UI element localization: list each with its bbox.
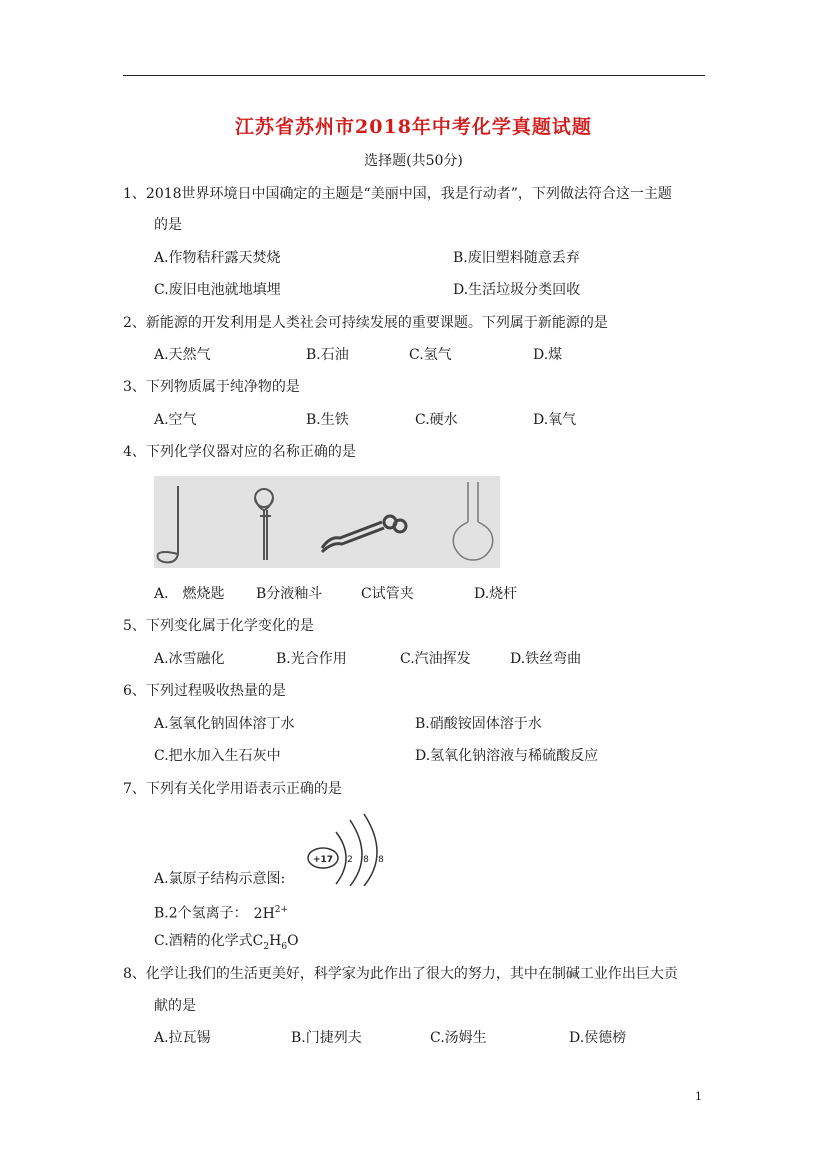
question-6-option-d: D.氢氧化钠溶液与稀硫酸反应	[415, 748, 599, 764]
header-rule	[123, 75, 705, 76]
ethanol-subscript-2: 6	[281, 941, 288, 952]
chlorine-atom-diagram	[298, 806, 398, 886]
atom-shell-2-label: 8	[363, 855, 369, 865]
question-1-stem-cont: 的是	[154, 217, 182, 233]
question-4-option-b: B分液釉斗	[256, 586, 323, 602]
hydrogen-ion-formula: 2H	[253, 905, 275, 922]
ion-charge-superscript: 2+	[274, 905, 289, 915]
ethanol-subscript-1: 2	[263, 941, 270, 952]
question-5-option-b: B.光合作用	[276, 651, 347, 667]
question-5-option-d: D.铁丝弯曲	[510, 651, 582, 667]
question-8-option-d: D.侯德榜	[569, 1030, 627, 1046]
question-1-option-c: C.废旧电池就地填埋	[154, 282, 281, 298]
question-7-option-b	[154, 901, 288, 923]
question-8-option-c: C.汤姆生	[430, 1030, 487, 1046]
atom-nucleus-label: +17	[312, 855, 334, 865]
page-title: 江苏省苏州市2018年中考化学真题试题	[235, 116, 592, 138]
atom-shell-1-label: 2	[347, 855, 353, 865]
question-3-stem: 3、下列物质属于纯净物的是	[123, 379, 300, 395]
lab-instruments-figure	[154, 476, 500, 568]
question-1-stem: 1、2018世界环境日中国确定的主题是“美丽中国，我是行动者”，下列做法符合这一主题	[123, 186, 672, 202]
question-1-option-d: D.生活垃圾分类回收	[453, 282, 581, 298]
question-7-option-a: A.氯原子结构示意图:	[154, 871, 286, 887]
question-8-option-b: B.门捷列夫	[291, 1030, 362, 1046]
question-2-option-c: C.氢气	[409, 347, 452, 363]
question-3-option-b: B.生铁	[306, 412, 349, 428]
question-3-option-c: C.硬水	[415, 412, 458, 428]
question-4-stem: 4、下列化学仪器对应的名称正确的是	[123, 444, 356, 460]
question-2-option-a: A.天然气	[154, 347, 211, 363]
question-3-option-a: A.空气	[154, 412, 197, 428]
question-6-option-a: A.氢氧化钠固体溶丁水	[154, 716, 295, 732]
question-4-option-d: D.烧杆	[474, 586, 518, 602]
question-7-option-c	[154, 932, 299, 956]
question-3-option-d: D.氧气	[533, 412, 577, 428]
ethanol-formula-c: C	[252, 933, 264, 949]
question-8-stem: 8、化学让我们的生活更美好，科学家为此作出了很大的努力，其中在制碱工业作出巨大贡	[123, 966, 678, 982]
section-heading: 选择题(共50分)	[364, 153, 463, 169]
ethanol-formula-o: O	[287, 933, 299, 949]
question-7-stem: 7、下列有关化学用语表示正确的是	[123, 781, 342, 797]
question-1-option-a: A.作物秸秆露天焚烧	[154, 250, 281, 266]
question-4-option-c: C试管夹	[361, 586, 414, 602]
question-7-option-b-text: B.2个氢离子：	[154, 905, 248, 922]
question-1-option-b: B.废旧塑料随意丢弃	[453, 250, 580, 266]
page-number: 1	[695, 1090, 702, 1103]
question-8-stem-cont: 献的是	[154, 998, 196, 1014]
test-tube-clamp-icon	[322, 516, 406, 552]
question-2-option-b: B.石油	[306, 347, 349, 363]
question-6-stem: 6、下列过程吸收热量的是	[123, 683, 286, 699]
lab-instruments-drawing	[154, 476, 500, 568]
question-6-option-c: C.把水加入生石灰中	[154, 748, 281, 764]
question-5-option-a: A.冰雪融化	[154, 651, 225, 667]
ethanol-formula-h: H	[269, 933, 282, 949]
question-5-stem: 5、下列变化属于化学变化的是	[123, 618, 314, 634]
question-7-option-c-text: C.酒精的化学式	[154, 933, 253, 949]
question-2-option-d: D.煤	[533, 347, 563, 363]
question-8-option-a: A.拉瓦锡	[154, 1030, 211, 1046]
flask-icon	[453, 482, 492, 560]
question-6-option-b: B.硝酸铵固体溶于水	[415, 716, 542, 732]
question-5-option-c: C.汽油挥发	[400, 651, 471, 667]
question-2-stem: 2、新能源的开发利用是人类社会可持续发展的重要课题。下列属于新能源的是	[123, 315, 608, 331]
separatory-funnel-icon	[255, 489, 273, 560]
question-4-option-a: A. 燃烧匙	[154, 586, 225, 602]
combustion-spoon-icon	[158, 486, 178, 562]
atom-shell-3-label: 8	[378, 855, 384, 865]
